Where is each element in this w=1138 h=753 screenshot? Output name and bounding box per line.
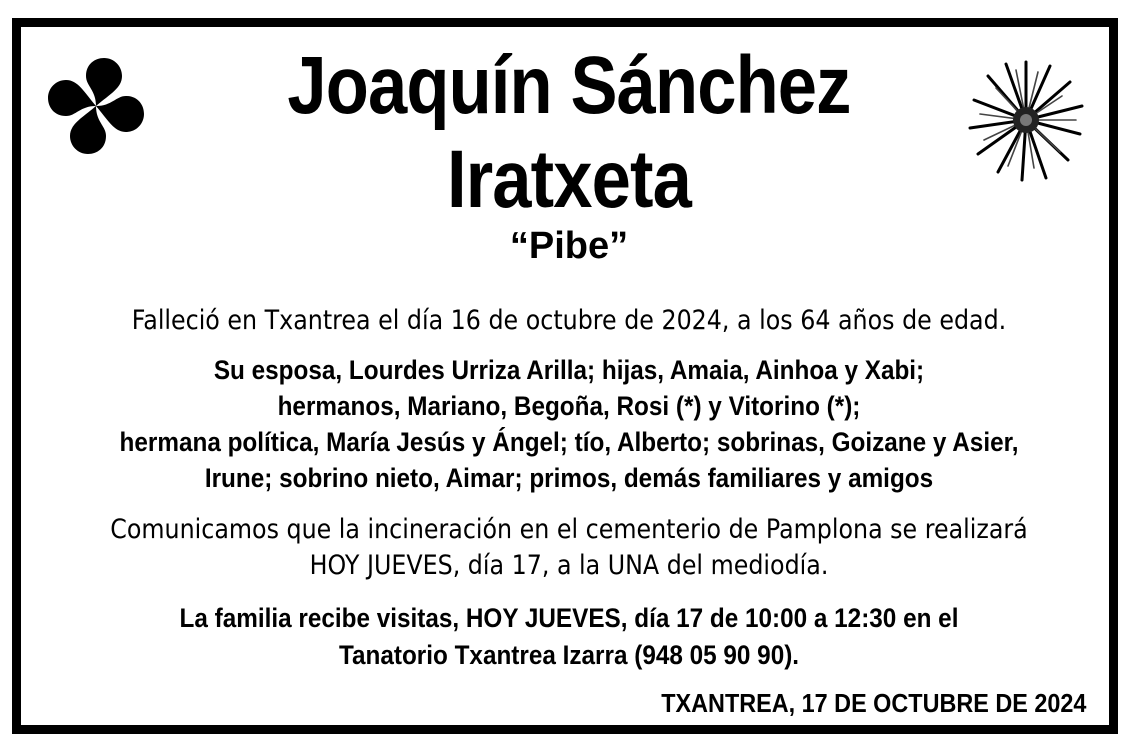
family-line: hermanos, Mariano, Begoña, Rosi (*) y Vitorino (*); — [277, 391, 861, 421]
lauburu-icon — [40, 50, 152, 162]
visits-line: Tanatorio Txantrea Izarra (948 05 90 90). — [338, 640, 800, 670]
flower-icon — [966, 56, 1086, 184]
family-line: Irune; sobrino nieto, Aimar; primos, demás familiares y amigos — [204, 463, 934, 493]
place-date: TXANTREA, 17 DE OCTUBRE DE 2024 — [660, 688, 1086, 718]
nickname: “Pibe” — [509, 225, 629, 267]
ceremony-line: HOY JUEVES, día 17, a la UNA del mediodía. — [309, 550, 829, 581]
death-statement: Falleció en Txantrea el día 16 de octubre de 2024, a los 64 años de edad. — [131, 305, 1007, 336]
family-line: Su esposa, Lourdes Urriza Arilla; hijas, Amaia, Ainhoa y Xabi; — [213, 355, 925, 385]
visits-line: La familia recibe visitas, HOY JUEVES, día 17 de 10:00 a 12:30 en el — [179, 603, 959, 633]
family-line: hermana política, María Jesús y Ángel; tío, Alberto; sobrinas, Goizane y Asier, — [119, 427, 1019, 457]
deceased-name-second-line: Iratxeta — [446, 134, 691, 225]
ceremony-line: Comunicamos que la incineración en el cementerio de Pamplona se realizará — [110, 514, 1028, 545]
deceased-name-first-line: Joaquín Sánchez — [287, 40, 851, 131]
